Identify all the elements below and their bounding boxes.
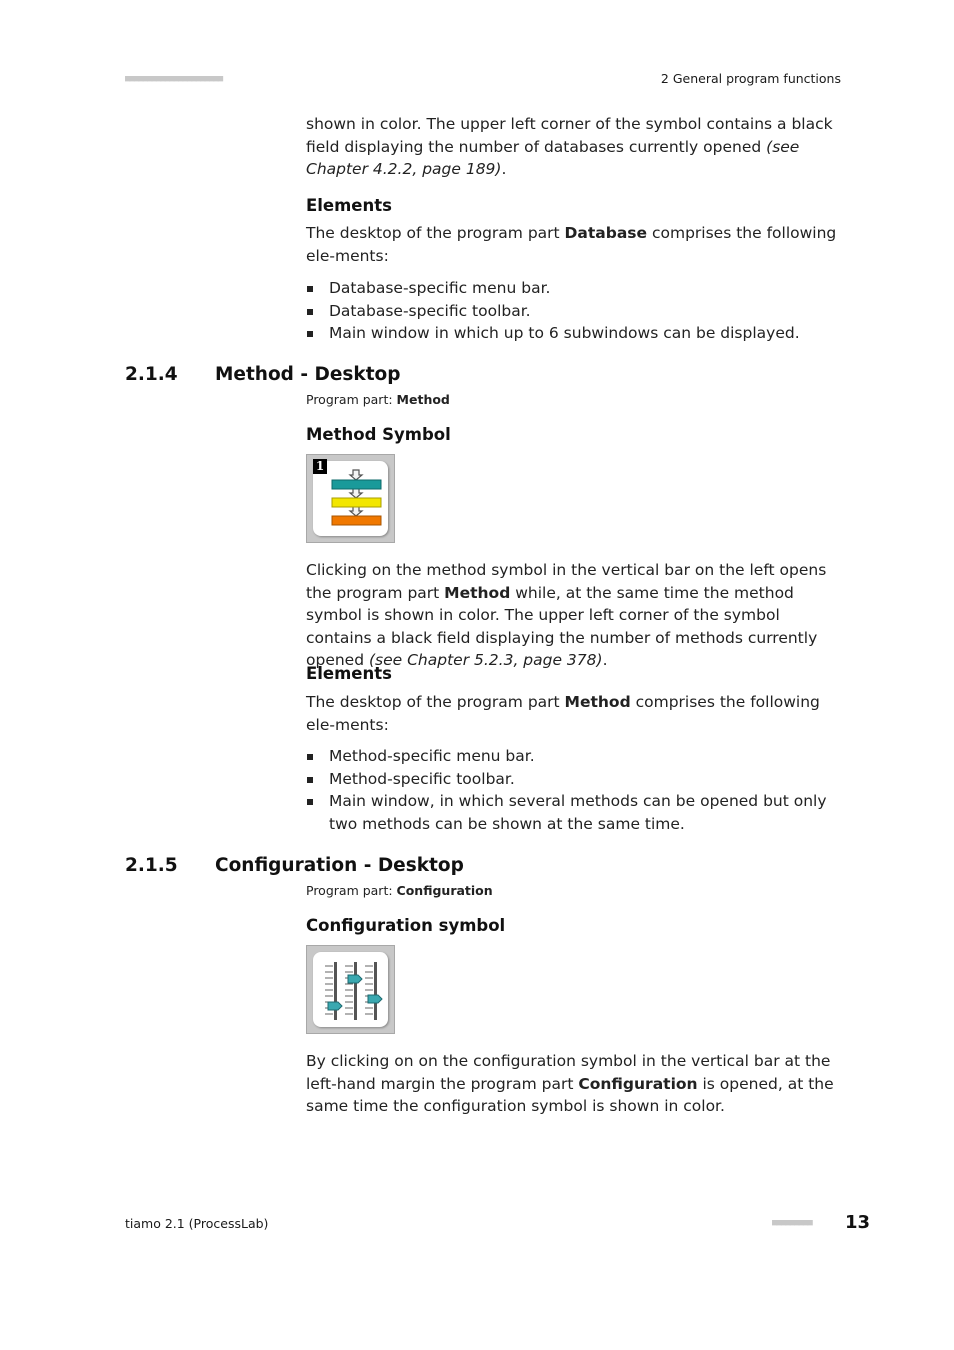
configuration-icon-face — [313, 952, 388, 1027]
footer-product: tiamo 2.1 (ProcessLab) — [125, 1216, 269, 1231]
list-item: Main window in which up to 6 subwindows can be displayed. — [306, 322, 846, 345]
section-title-215: Configuration - Desktop — [215, 855, 464, 876]
program-part-method — [306, 392, 450, 407]
config-para-post: is opened, at the same time the configuration symbol is shown in color. — [306, 1074, 834, 1115]
db-text-pre: The desktop of the program part — [306, 224, 565, 242]
list-item: Database-specific menu bar. — [306, 277, 846, 300]
db-text-post: comprises the following ele-ments: — [306, 224, 837, 265]
method-elements-post: comprises the following ele-ments: — [306, 693, 820, 734]
method-symbol-heading: Method Symbol — [306, 425, 451, 444]
section-number-215: 2.1.5 — [125, 855, 178, 876]
intro-end: . — [501, 160, 507, 178]
method-para-ref[interactable]: (see Chapter 5.2.3, page 378) — [368, 651, 603, 669]
method-elements-list — [306, 745, 846, 835]
db-text-bold: Database — [564, 224, 648, 242]
config-para-bold: Configuration — [578, 1074, 698, 1093]
configuration-symbol-icon — [306, 945, 395, 1034]
method-elements-heading: Elements — [306, 664, 392, 683]
program-part-value: Method — [396, 392, 450, 407]
list-item: Method-specific toolbar. — [306, 768, 846, 791]
database-elements-list — [306, 277, 846, 345]
method-elements-intro — [306, 691, 846, 736]
configuration-symbol-heading: Configuration symbol — [306, 916, 506, 935]
program-part-label: Program part: — [306, 883, 397, 898]
configuration-description — [306, 1050, 846, 1118]
intro-text: shown in color. The upper left corner of the symbol contains a black field displaying the number of databases currently opened — [306, 115, 833, 156]
program-part-label: Program part: — [306, 392, 397, 407]
method-para-bold: Method — [444, 583, 511, 602]
method-para-end: . — [602, 651, 608, 669]
intro-ref[interactable]: (see Chapter 4.2.2, page 189) — [306, 137, 800, 178]
method-para-post: while, at the same time the method symbol is shown in color. The upper left corner of the symbol contains a black field displaying the number of methods currently opened — [306, 583, 818, 669]
method-elements-pre: The desktop of the program part — [306, 693, 565, 711]
list-item: Main window, in which several methods can be opened but only two methods can be shown at the same time. — [306, 790, 846, 835]
method-elements-bold: Method — [564, 693, 631, 711]
program-part-configuration — [306, 883, 493, 898]
section-title-214: Method - Desktop — [215, 364, 401, 385]
list-item: Method-specific menu bar. — [306, 745, 846, 768]
sliders-icon — [313, 952, 388, 1027]
program-part-value: Configuration — [396, 883, 493, 898]
intro-paragraph — [306, 113, 846, 181]
method-para-pre: Clicking on the method symbol in the vertical bar on the left opens the program part — [306, 561, 827, 602]
database-elements-intro — [306, 222, 846, 267]
method-description — [306, 559, 846, 672]
method-symbol-icon — [306, 454, 395, 543]
list-item: Database-specific toolbar. — [306, 300, 846, 323]
header-decoration: ■■■■■■■■■■■■■■■■■■■■■■ — [125, 74, 223, 84]
database-elements-heading: Elements — [306, 196, 392, 215]
footer-decoration: ■■■■■■■■■ — [772, 1218, 812, 1228]
header-chapter: 2 General program functions — [660, 71, 841, 86]
section-number-214: 2.1.4 — [125, 364, 178, 385]
page-number: 13 — [845, 1212, 871, 1233]
method-count-badge: 1 — [313, 459, 327, 474]
config-para-pre: By clicking on on the configuration symbol in the vertical bar at the left-hand margin the program part — [306, 1052, 831, 1093]
